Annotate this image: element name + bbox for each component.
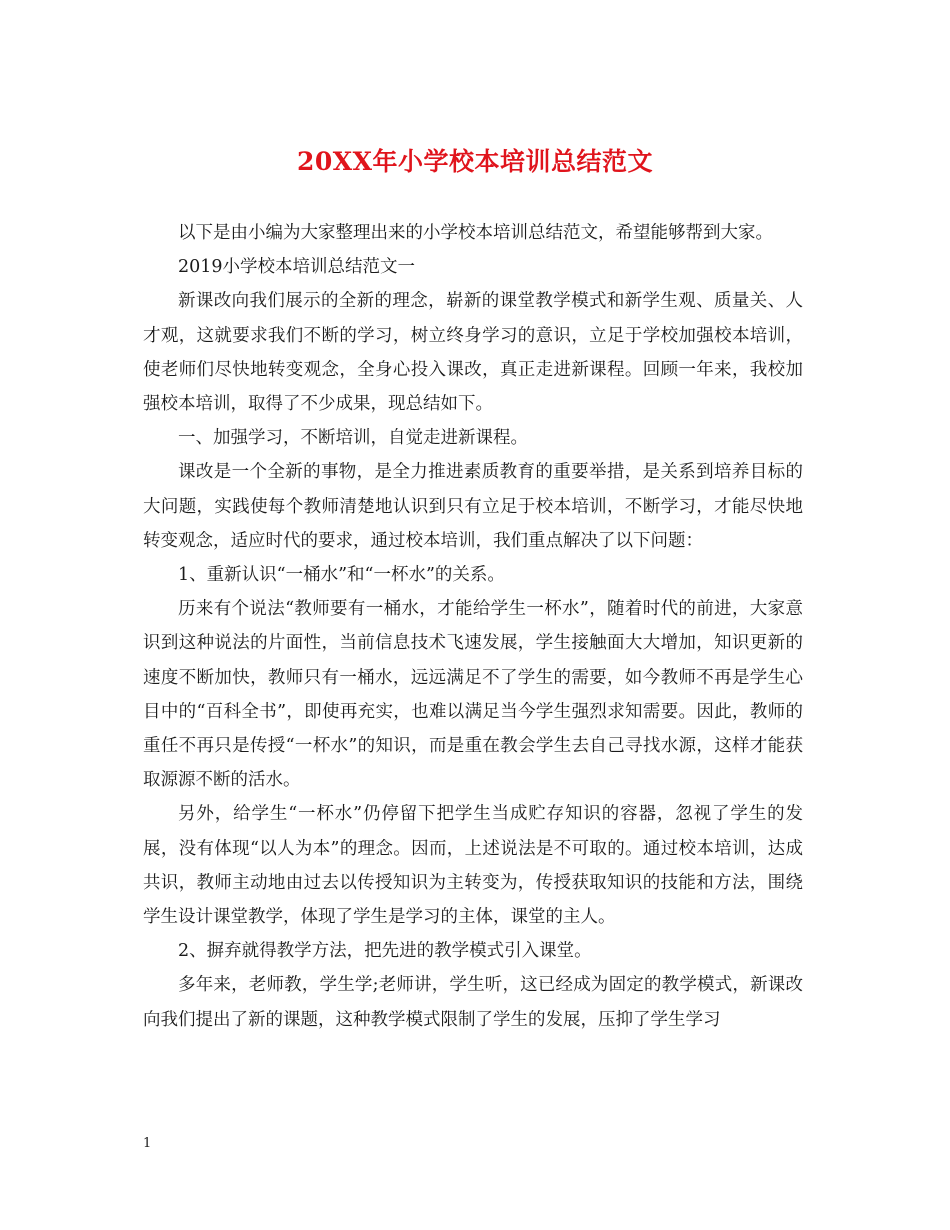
section-heading: 1、重新认识“一桶水”和“一杯水”的关系。 bbox=[178, 565, 505, 586]
paragraph: 新课改向我们展示的全新的理念，崭新的课堂教学模式和新学生观、质量关、人才观，这就要求我们不断的学习，树立终身学习的意识，立足于学校加强校本培训，使老师们尽快地转变观念，全身心投入课改，真正走进新课程。回顾一年来，我校加强校本培训，取得了不少成果，现总结如下。 bbox=[143, 291, 803, 415]
section-heading: 2、摒弃就得教学方法，把先进的教学模式引入课堂。 bbox=[178, 941, 592, 962]
page-number: 1 bbox=[143, 1136, 152, 1151]
paragraph-subtitle: 2019小学校本培训总结范文一 bbox=[178, 257, 416, 278]
section-heading: 一、加强学习，不断培训，自觉走进新课程。 bbox=[178, 428, 528, 449]
paragraph: 另外，给学生“一杯水”仍停留下把学生当成贮存知识的容器，忽视了学生的发展，没有体现“以人为本”的理念。因而，上述说法是不可取的。通过校本培训，达成共识，教师主动地由过去以传授知识为主转变为，传授获取知识的技能和方法，围绕学生设计课堂教学，体现了学生是学习的主体，课堂的主人。 bbox=[143, 804, 803, 928]
paragraph: 课改是一个全新的事物，是全力推进素质教育的重要举措，是关系到培养目标的大问题，实践使每个教师清楚地认识到只有立足于校本培训，不断学习，才能尽快地转变观念，适应时代的要求，通过校本培训，我们重点解决了以下问题： bbox=[143, 462, 803, 551]
paragraph-intro: 以下是由小编为大家整理出来的小学校本培训总结范文，希望能够帮到大家。 bbox=[178, 223, 773, 243]
paragraph: 多年来，老师教，学生学;老师讲，学生听，这已经成为固定的教学模式，新课改向我们提出了新的课题，这种教学模式限制了学生的发展，压抑了学生学习 bbox=[143, 975, 803, 1030]
document-body bbox=[143, 216, 803, 1037]
paragraph: 历来有个说法“教师要有一桶水，才能给学生一杯水”，随着时代的前进，大家意识到这种说法的片面性，当前信息技术飞速发展，学生接触面大大增加，知识更新的速度不断加快，教师只有一桶水，远远满足不了学生的需要，如今教师不再是学生心目中的“百科全书”，即使再充实，也难以满足当今学生强烈求知需要。因此，教师的重任不再只是传授“一杯水”的知识，而是重在教会学生去自己寻找水源，这样才能获取源源不断的活水。 bbox=[143, 599, 803, 791]
document-title: 20XX年小学校本培训总结范文 bbox=[296, 147, 654, 176]
